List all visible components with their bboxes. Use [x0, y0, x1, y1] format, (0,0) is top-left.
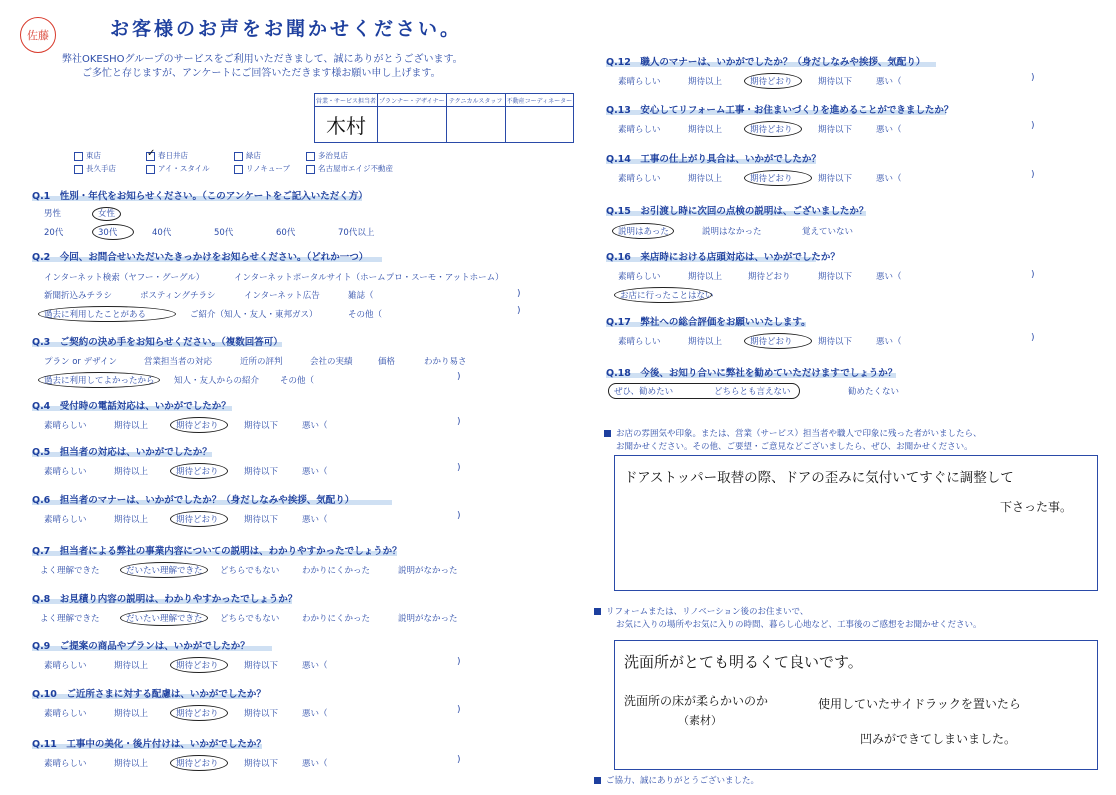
q9-option-selected[interactable]: 期待どおり	[170, 657, 228, 673]
q3-label: Q.3 ご契約の決め手をお知らせください。（複数回答可）	[32, 337, 283, 348]
q17-options	[618, 333, 902, 349]
staff-header-technical: テクニカルスタッフ	[446, 94, 505, 107]
q3-option[interactable]: 近所の評判	[240, 357, 283, 367]
q3-option[interactable]: 会社の実績	[310, 357, 353, 367]
q14-label: Q.14 工事の仕上がり具合は、いかがでしたか？	[606, 154, 821, 165]
q7-options	[40, 562, 458, 578]
footer-thanks	[594, 775, 759, 788]
comment2-handwriting-3: 使用していたサイドラックを置いたら	[818, 697, 1021, 711]
q1-male[interactable]: 男性	[44, 209, 62, 219]
q1-age-20s[interactable]: 20代	[44, 228, 64, 238]
q2-label: Q.2 今回、お問合せいただいたきっかけをお知らせください。（どれか一つ）	[32, 252, 369, 263]
q16-option[interactable]: 期待以下	[818, 272, 853, 282]
q7-option[interactable]: よく理解できた	[40, 566, 100, 576]
q11-bracket-close: )	[457, 755, 461, 765]
q4-option[interactable]: 期待以下	[244, 421, 279, 431]
store-label: 春日井店	[158, 151, 188, 160]
staff-cell-planner	[378, 107, 447, 143]
q4-option-selected[interactable]: 期待どおり	[170, 417, 228, 433]
q12-label: Q.12 職人のマナーは、いかがでしたか？（身だしなみや挨拶、気配り）	[606, 57, 926, 68]
q18-label: Q.18 今後、お知り合いに弊社を勧めていただけますでしょうか？	[606, 368, 898, 379]
store-label: 多治見店	[318, 151, 348, 160]
q3-option[interactable]: 価格	[378, 357, 396, 367]
q1-age-60s[interactable]: 60代	[276, 228, 296, 238]
q16-option[interactable]: 悪い（	[876, 272, 902, 282]
store-checkbox[interactable]	[234, 152, 243, 161]
q17-option-selected[interactable]: 期待どおり	[744, 333, 812, 349]
store-label: 名古屋市エイジ不動産	[318, 164, 393, 173]
q16-options	[618, 270, 902, 282]
q18-option[interactable]: 勧めたくない	[848, 387, 900, 397]
q10-option-selected[interactable]: 期待どおり	[170, 705, 228, 721]
page-title: お客様のお声をお聞かせください。	[110, 18, 463, 40]
store-checkbox[interactable]	[74, 165, 83, 174]
q17-option[interactable]: 悪い（	[876, 337, 902, 347]
q16-option[interactable]: 素晴らしい	[618, 272, 661, 282]
q16-no-visit-selected[interactable]: お店に行ったことはない	[614, 287, 712, 303]
q17-option[interactable]: 期待以下	[818, 337, 853, 347]
q4-option[interactable]: 期待以上	[114, 421, 149, 431]
bullet-icon	[594, 777, 601, 784]
staff-header-planner: プランナー・デザイナー	[378, 94, 447, 107]
q13-option[interactable]: 期待以上	[688, 125, 723, 135]
q8-options	[40, 610, 458, 626]
q11-option[interactable]: 期待以下	[244, 759, 279, 769]
q8-option[interactable]: よく理解できた	[40, 614, 100, 624]
staff-cell-technical	[446, 107, 505, 143]
q12-bracket-close: )	[1031, 73, 1035, 83]
q2-option[interactable]: 雑誌（	[348, 291, 374, 301]
staff-header-sales: 営業・サービス担当者	[315, 94, 378, 107]
q9-options	[44, 657, 328, 673]
comment2-prompt	[594, 606, 982, 632]
staff-name-sales: 木村	[315, 107, 378, 143]
q5-option[interactable]: 悪い（	[302, 467, 328, 477]
q16-bracket-close: )	[1031, 270, 1035, 280]
q17-label: Q.17 弊社への総合評価をお願いいたします。	[606, 317, 811, 328]
q10-label: Q.10 ご近所さまに対する配慮は、いかがでしたか？	[32, 689, 266, 700]
q5-bracket-close: )	[457, 463, 461, 473]
comment1-prompt	[604, 428, 982, 454]
q7-option[interactable]: わかりにくかった	[302, 566, 371, 576]
q1-gender-row	[44, 207, 121, 219]
comment2-prompt-line2: お気に入りの場所やお気に入りの時間、暮らし心地など、工事後のご感想をお聞かせください。	[616, 620, 982, 630]
q12-option[interactable]: 期待以上	[688, 77, 723, 87]
store-checkbox[interactable]	[306, 152, 315, 161]
q1-age-70s[interactable]: 70代以上	[338, 228, 375, 238]
q11-option[interactable]: 素晴らしい	[44, 759, 87, 769]
q17-option[interactable]: 素晴らしい	[618, 337, 661, 347]
q14-bracket-close: )	[1031, 170, 1035, 180]
q1-female-selected[interactable]: 女性	[92, 207, 121, 221]
q12-option[interactable]: 素晴らしい	[618, 77, 661, 87]
q8-option[interactable]: 説明がなかった	[398, 614, 458, 624]
store-checkbox[interactable]	[74, 152, 83, 161]
q12-option[interactable]: 期待以下	[818, 77, 853, 87]
q16-label: Q.16 来店時における店頭対応は、いかがでしたか？	[606, 252, 840, 263]
comment1-handwriting-1: ドアストッパー取替の際、ドアの歪みに気付いてすぐに調整して	[624, 470, 1014, 486]
q14-option[interactable]: 期待以下	[818, 174, 853, 184]
q11-label: Q.11 工事中の美化・後片付けは、いかがでしたか？	[32, 739, 266, 750]
q9-option[interactable]: 期待以下	[244, 661, 279, 671]
q8-option-selected[interactable]: だいたい理解できた	[120, 610, 208, 626]
q13-option-selected[interactable]: 期待どおり	[744, 121, 802, 137]
store-label: 長久手店	[86, 164, 116, 173]
q12-options	[618, 73, 902, 89]
q14-option[interactable]: 悪い（	[876, 174, 902, 184]
bullet-icon	[594, 608, 601, 615]
q5-option-selected[interactable]: 期待どおり	[170, 463, 228, 479]
q15-option[interactable]: 覚えていない	[802, 227, 854, 237]
q5-option[interactable]: 素晴らしい	[44, 467, 87, 477]
store-label: アイ・スタイル	[158, 164, 210, 173]
q13-label: Q.13 安心してリフォーム工事・お住まいづくりを進めることができましたか？	[606, 105, 954, 116]
comment1-prompt-line2: お聞かせください。その他、ご要望・ご意見などございましたら、ぜひ、お聞かせください。	[616, 442, 973, 452]
bullet-icon	[604, 430, 611, 437]
store-label: 緑店	[246, 151, 261, 160]
store-checkbox[interactable]	[146, 165, 155, 174]
q3-row-1	[44, 355, 467, 367]
q5-option[interactable]: 期待以下	[244, 467, 279, 477]
store-row-1	[74, 147, 348, 161]
q8-option[interactable]: どちらでもない	[220, 614, 280, 624]
q6-option[interactable]: 素晴らしい	[44, 515, 87, 525]
q11-option[interactable]: 期待以上	[114, 759, 149, 769]
q15-option[interactable]: 説明はなかった	[702, 227, 762, 237]
q13-option[interactable]: 悪い（	[876, 125, 902, 135]
q1-label: Q.1 性別・年代をお知らせください。（このアンケートをご記入いただく方）	[32, 191, 368, 202]
q6-bracket-close: )	[457, 511, 461, 521]
q8-label: Q.8 お見積り内容の説明は、わかりやすかったでしょうか？	[32, 594, 298, 605]
q4-label: Q.4 受付時の電話対応は、いかがでしたか？	[32, 401, 231, 412]
q4-option[interactable]: 素晴らしい	[44, 421, 87, 431]
q6-label: Q.6 担当者のマナーは、いかがでしたか？（身だしなみや挨拶、気配り）	[32, 495, 355, 506]
q5-option[interactable]: 期待以上	[114, 467, 149, 477]
comment1-handwriting-2: 下さった事。	[1000, 500, 1073, 514]
q16-option[interactable]: 期待以上	[688, 272, 723, 282]
q13-options	[618, 121, 902, 137]
q2-row-3	[38, 306, 382, 322]
q13-option[interactable]: 素晴らしい	[618, 125, 661, 135]
store-checkbox-checked[interactable]: ✓	[147, 147, 156, 159]
comment1-prompt-line1: お店の雰囲気や印象。または、営業（サービス）担当者や職人で印象に残った者がいましたら、	[616, 429, 982, 439]
q11-options	[44, 755, 328, 771]
q3-option[interactable]: その他（	[280, 376, 315, 386]
q3-bracket-close: )	[457, 372, 461, 382]
store-row-2	[74, 163, 393, 174]
q2-option[interactable]: インターネットポータルサイト（ホームプロ・スーモ・アットホーム）	[234, 273, 504, 283]
q3-option[interactable]: 知人・友人からの紹介	[174, 376, 260, 386]
stamp-seal	[20, 17, 56, 53]
staff-header-realestate: 不動産コーディネーター	[505, 94, 574, 107]
staff-table	[314, 93, 574, 143]
q10-bracket-close: )	[457, 705, 461, 715]
q18-options	[612, 383, 899, 399]
q14-option-selected[interactable]: 期待どおり	[744, 170, 812, 186]
q18-option-selected[interactable]: ぜひ、勧めたい	[614, 387, 674, 397]
q13-bracket-close: )	[1031, 121, 1035, 131]
comment2-handwriting-2b: （素材）	[678, 714, 722, 727]
q17-bracket-close: )	[1031, 333, 1035, 343]
q3-option[interactable]: 営業担当者の対応	[144, 357, 213, 367]
q16-option[interactable]: 期待どおり	[748, 272, 791, 282]
q5-label: Q.5 担当者の対応は、いかがでしたか？	[32, 447, 212, 458]
q7-option[interactable]: 説明がなかった	[398, 566, 458, 576]
q9-option[interactable]: 素晴らしい	[44, 661, 87, 671]
q11-option-selected[interactable]: 期待どおり	[170, 755, 228, 771]
q10-option[interactable]: 悪い（	[302, 709, 328, 719]
q7-option[interactable]: どちらでもない	[220, 566, 280, 576]
q10-option[interactable]: 期待以下	[244, 709, 279, 719]
store-label: 東店	[86, 151, 101, 160]
q9-label: Q.9 ご提案の商品やプランは、いかがでしたか？	[32, 641, 250, 652]
q4-bracket-close: )	[457, 417, 461, 427]
q14-option[interactable]: 素晴らしい	[618, 174, 661, 184]
q1-age-40s[interactable]: 40代	[152, 228, 172, 238]
store-checkbox[interactable]	[234, 165, 243, 174]
store-checkbox[interactable]	[306, 165, 315, 174]
seal-text: 佐藤	[27, 28, 49, 42]
q2-option[interactable]: 新聞折込みチラシ	[44, 291, 113, 301]
q7-option-selected[interactable]: だいたい理解できた	[120, 562, 208, 578]
q17-option[interactable]: 期待以上	[688, 337, 723, 347]
q2-option[interactable]: ご紹介（知人・友人・東邦ガス）	[190, 310, 318, 320]
q8-option[interactable]: わかりにくかった	[302, 614, 371, 624]
q3-option[interactable]: わかり易さ	[424, 357, 467, 367]
q9-bracket-close: )	[457, 657, 461, 667]
q4-options	[44, 417, 328, 433]
q15-option-selected[interactable]: 説明はあった	[612, 223, 674, 239]
q6-option-selected[interactable]: 期待どおり	[170, 511, 228, 527]
intro-line-2: ご多忙と存じますが、アンケートにご回答いただきます様お願い申し上げます。	[82, 68, 441, 79]
q12-option[interactable]: 悪い（	[876, 77, 902, 87]
q15-options	[618, 223, 853, 239]
q14-option[interactable]: 期待以上	[688, 174, 723, 184]
q6-option[interactable]: 期待以下	[244, 515, 279, 525]
q14-options	[618, 170, 902, 186]
q3-option-selected[interactable]: 過去に利用してよかったから	[38, 372, 160, 388]
q2-bracket-close: )	[517, 289, 521, 299]
q1-age-30s-selected[interactable]: 30代	[92, 224, 134, 240]
footer-text: ご協力、誠にありがとうございました。	[606, 776, 760, 786]
q16-extra	[618, 287, 712, 303]
staff-cell-realestate	[505, 107, 574, 143]
q6-options	[44, 511, 328, 527]
q2-row-2	[44, 289, 374, 301]
comment2-handwriting-4: 凹みができてしまいました。	[860, 732, 1017, 746]
q2-option[interactable]: インターネット検索（ヤフー・グーグル）	[44, 273, 205, 283]
q2-option[interactable]: その他（	[348, 310, 383, 320]
q11-option[interactable]: 悪い（	[302, 759, 328, 769]
q2-option[interactable]: インターネット広告	[244, 291, 320, 301]
q18-option-selected[interactable]: どちらとも言えない	[714, 387, 791, 397]
q9-option[interactable]: 悪い（	[302, 661, 328, 671]
q4-option[interactable]: 悪い（	[302, 421, 328, 431]
q2-option-selected[interactable]: 過去に利用したことがある	[38, 306, 176, 322]
q2-option[interactable]: ポスティングチラシ	[140, 291, 216, 301]
q10-options	[44, 705, 328, 721]
q9-option[interactable]: 期待以上	[114, 661, 149, 671]
q15-label: Q.15 お引渡し時に次回の点検の説明は、ございましたか？	[606, 206, 869, 217]
q2-row-1	[44, 271, 504, 283]
comment2-handwriting-1: 洗面所がとても明るくて良いです。	[624, 653, 863, 671]
q12-option-selected[interactable]: 期待どおり	[744, 73, 802, 89]
q1-age-50s[interactable]: 50代	[214, 228, 234, 238]
q7-label: Q.7 担当者による弊社の事業内容についての説明は、わかりやすかったでしょうか？	[32, 546, 402, 557]
q1-age-row	[44, 224, 374, 240]
q5-options	[44, 463, 328, 479]
q10-option[interactable]: 素晴らしい	[44, 709, 87, 719]
comment2-prompt-line1: リフォームまたは、リノベーション後のお住まいで、	[606, 607, 809, 617]
q3-option[interactable]: プラン or デザイン	[44, 357, 118, 367]
comment2-handwriting-2: 洗面所の床が柔らかいのか	[624, 694, 769, 708]
q6-option[interactable]: 悪い（	[302, 515, 328, 525]
intro-line-1: 弊社OKESHOグループのサービスをご利用いただきまして、誠にありがとうございます。	[62, 54, 463, 65]
q10-option[interactable]: 期待以上	[114, 709, 149, 719]
q3-row-2	[38, 372, 314, 388]
q13-option[interactable]: 期待以下	[818, 125, 853, 135]
q6-option[interactable]: 期待以上	[114, 515, 149, 525]
q2-bracket-close-2: )	[517, 306, 521, 316]
store-label: リノキューブ	[246, 164, 291, 173]
